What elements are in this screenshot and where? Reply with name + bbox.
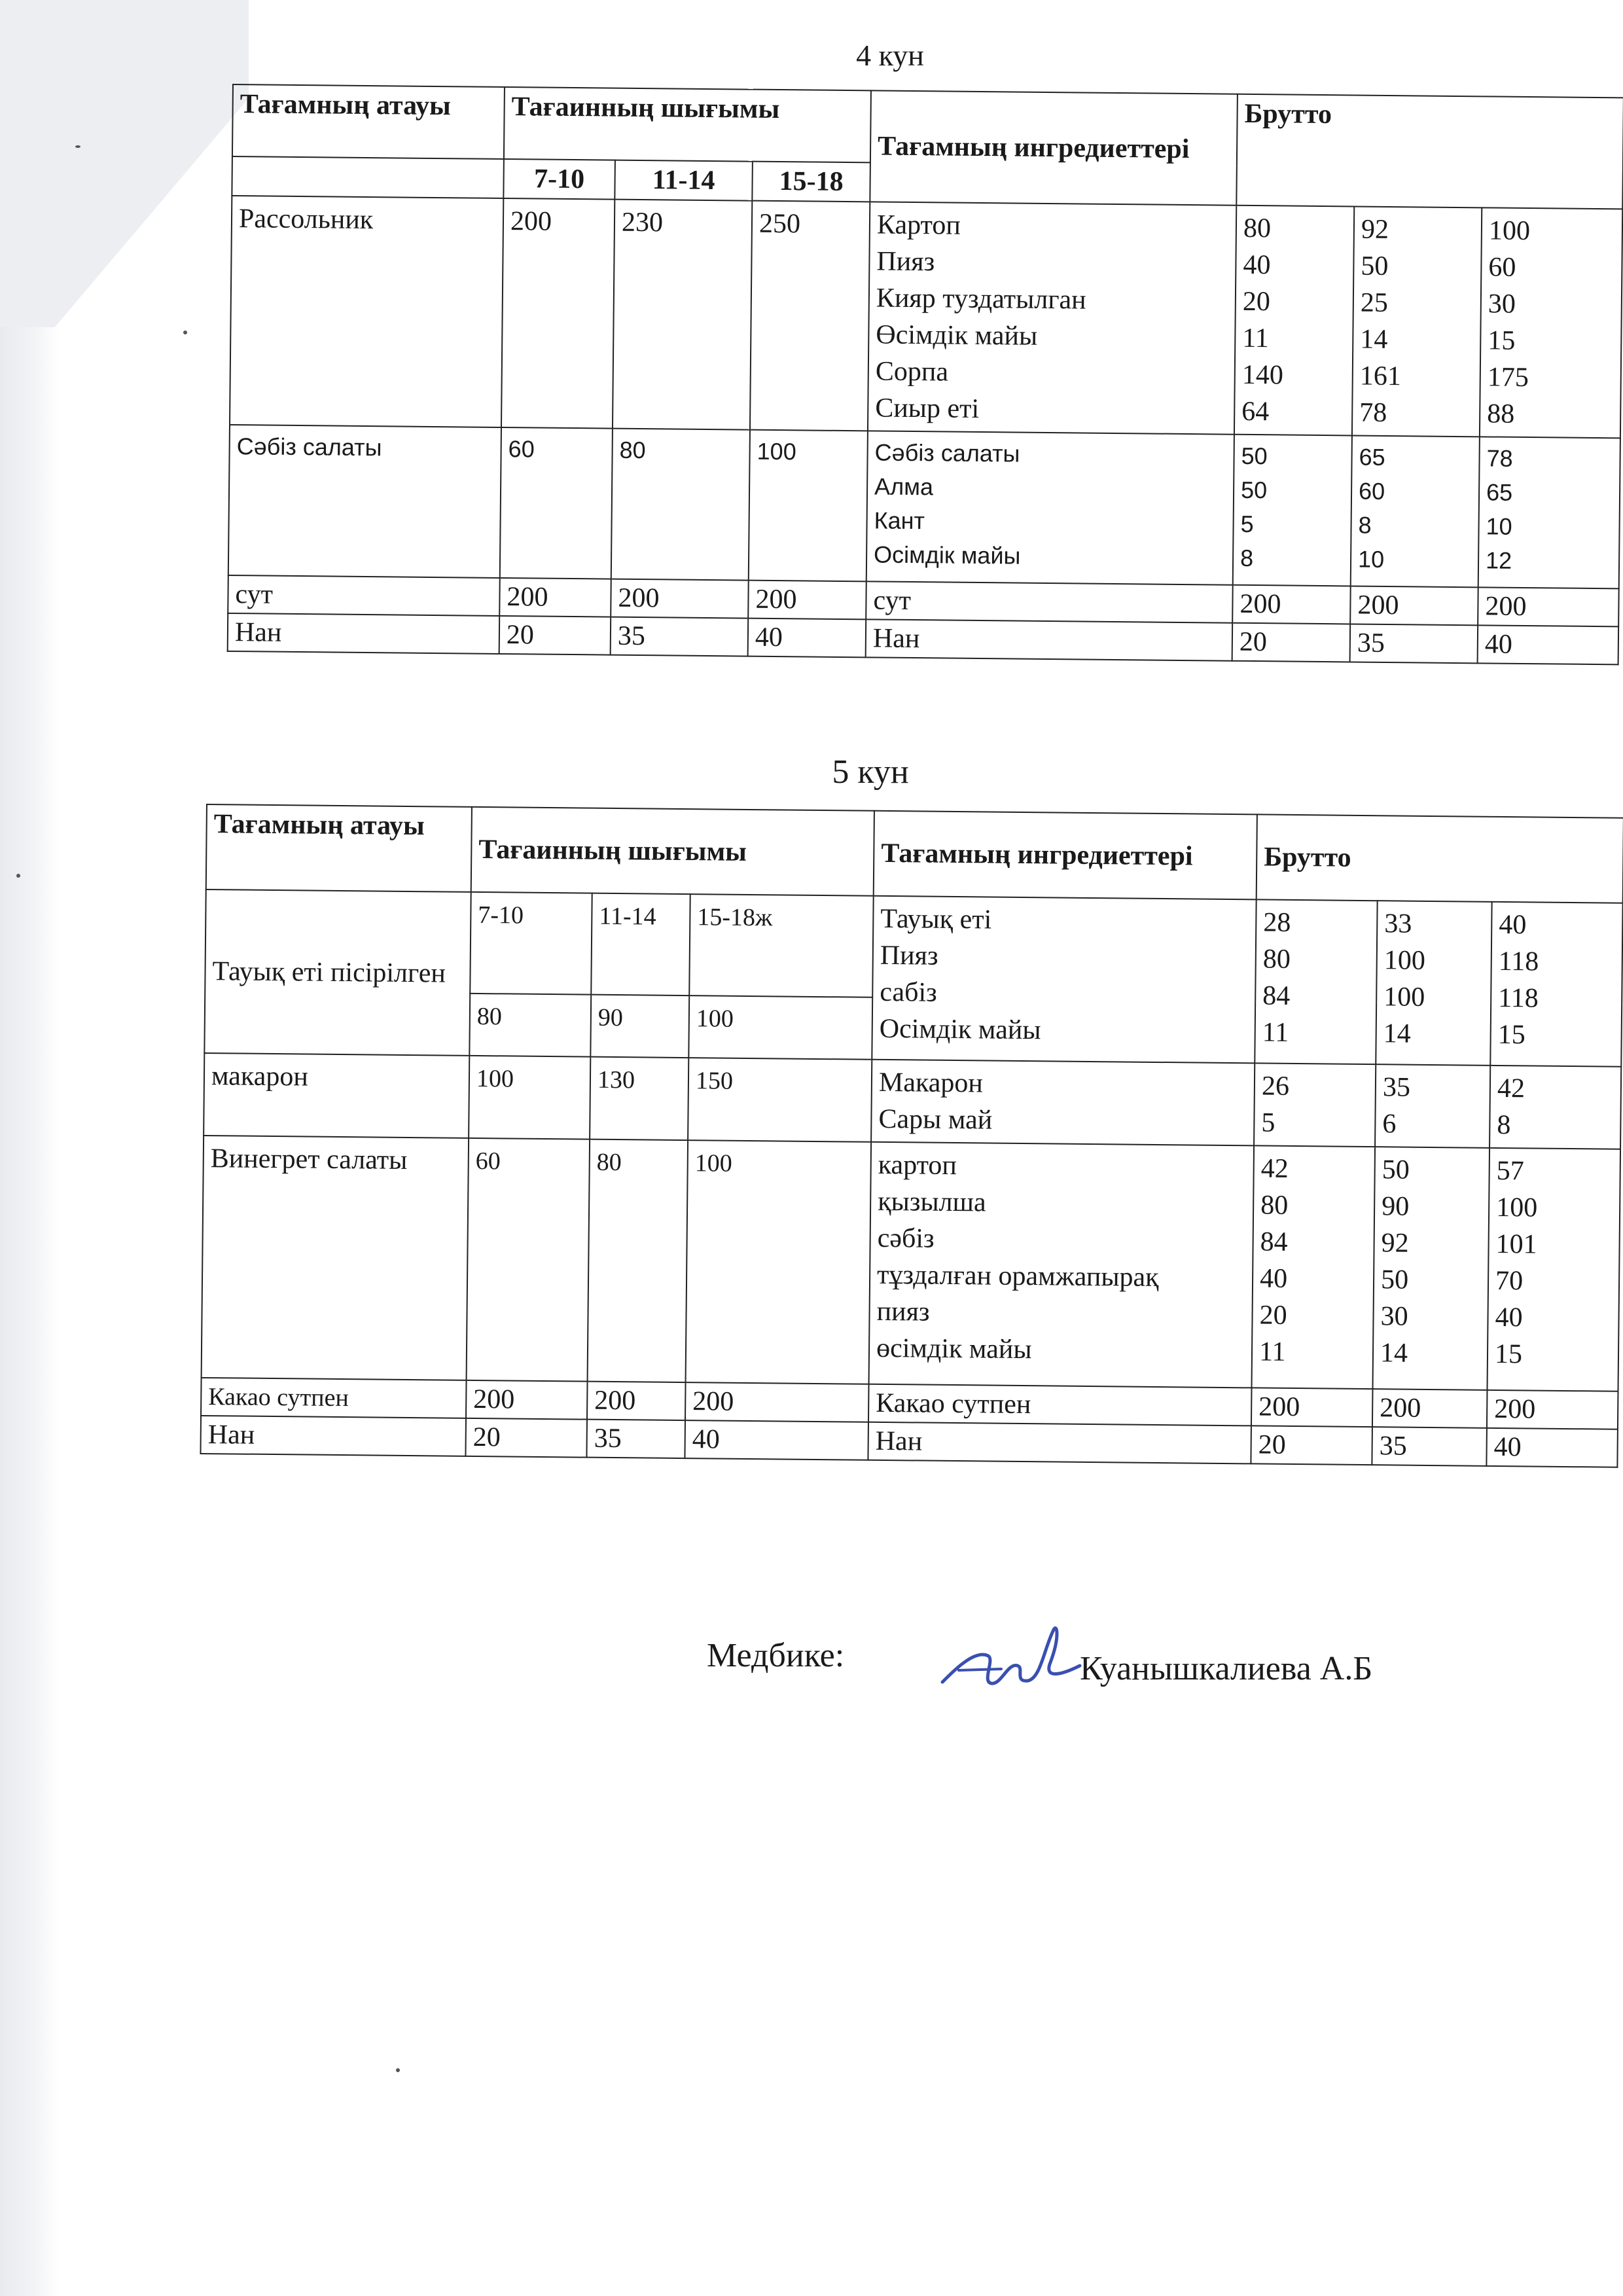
ingredient: Какао сутпен — [868, 1384, 1252, 1426]
brutto-value: 50 — [1361, 251, 1389, 281]
dish-name: макарон — [204, 1053, 469, 1138]
table-row — [205, 889, 1622, 1005]
brutto-value: 100 — [1495, 1192, 1538, 1223]
signature-block — [707, 1610, 1427, 1721]
dish-name: Рассольник — [230, 196, 503, 427]
table-row — [230, 196, 1622, 438]
brutto-value: 65 — [1486, 478, 1513, 506]
brutto-value: 5 — [1261, 1107, 1275, 1138]
brutto-value: 78 — [1359, 397, 1387, 428]
output-value: 200 — [501, 198, 615, 429]
brutto-value: 8 — [1497, 1109, 1511, 1141]
output-value: 100 — [688, 996, 872, 1060]
brutto-value: 15 — [1494, 1338, 1523, 1370]
brutto-value: 14 — [1360, 324, 1388, 355]
brutto-15-18 — [1488, 1148, 1621, 1391]
brutto-value: 35 — [1372, 1427, 1487, 1466]
ingredient: Сәбіз салаты — [874, 439, 1020, 467]
brutto-value: 6 — [1382, 1109, 1397, 1139]
brutto-11-14 — [1373, 1147, 1490, 1390]
brutto-value: 50 — [1380, 1265, 1409, 1295]
brutto-value: 8 — [1358, 511, 1372, 539]
nurse-label: Медбике: — [707, 1637, 845, 1674]
brutto-value: 92 — [1381, 1228, 1409, 1259]
output-value: 250 — [750, 201, 870, 431]
ingredient: Пияз — [880, 940, 938, 971]
table-row — [202, 1136, 1621, 1391]
brutto-value: 78 — [1486, 444, 1513, 472]
day4-header-row — [232, 84, 1623, 170]
brutto-value: 100 — [1383, 945, 1426, 976]
header-output: Тағаинның шығымы — [471, 807, 874, 896]
output-value: 200 — [685, 1382, 869, 1422]
output-value: 200 — [611, 579, 749, 619]
brutto-value: 118 — [1498, 946, 1539, 977]
brutto-value: 50 — [1240, 476, 1268, 504]
brutto-value: 90 — [1381, 1191, 1410, 1222]
brutto-value: 40 — [1495, 1302, 1523, 1333]
age-header: 15-18ж — [689, 894, 874, 997]
ingredient: Сары май — [878, 1103, 993, 1136]
ingredient-list — [868, 202, 1236, 434]
brutto-value: 14 — [1383, 1018, 1411, 1049]
age-header: 7-10 — [503, 159, 615, 200]
scan-speck — [183, 331, 187, 334]
brutto-value: 175 — [1487, 362, 1529, 393]
brutto-value: 11 — [1262, 1017, 1289, 1048]
output-value: 35 — [611, 617, 749, 656]
output-value: 230 — [613, 200, 752, 430]
output-value: 60 — [500, 427, 613, 579]
brutto-15-18 — [1480, 207, 1622, 438]
ingredient: Тауық еті — [880, 903, 992, 935]
brutto-value: 42 — [1260, 1153, 1289, 1184]
brutto-value: 40 — [1499, 909, 1527, 941]
brutto-7-10 — [1254, 1063, 1376, 1147]
brutto-value: 42 — [1497, 1073, 1525, 1104]
day5-table — [200, 804, 1623, 1468]
day5-title: 5 кун — [832, 753, 909, 791]
scan-speck — [16, 874, 20, 878]
brutto-value: 100 — [1383, 982, 1425, 1013]
header-name: Тағамның атауы — [206, 804, 472, 892]
dish-name: Нан — [228, 613, 500, 654]
brutto-value: 60 — [1358, 477, 1385, 505]
scan-speck — [396, 2068, 400, 2072]
ingredient-list — [871, 1060, 1255, 1146]
brutto-11-14 — [1376, 901, 1491, 1066]
ingredient-list — [866, 431, 1234, 584]
output-value: 200 — [587, 1382, 686, 1420]
brutto-value: 35 — [1350, 624, 1478, 663]
dish-name: Сәбіз салаты — [228, 425, 501, 578]
header-ingredients: Тағамның ингредиеттері — [870, 90, 1238, 205]
output-value: 90 — [590, 995, 689, 1058]
brutto-value: 14 — [1380, 1338, 1408, 1369]
brutto-value: 11 — [1242, 323, 1270, 354]
output-value: 100 — [469, 1056, 590, 1139]
ingredient: сут — [866, 581, 1233, 622]
header-output: Тағаинның шығымы — [504, 87, 871, 162]
brutto-value: 5 — [1240, 510, 1254, 538]
brutto-value: 84 — [1260, 1227, 1288, 1257]
ingredient-list — [869, 1142, 1255, 1388]
ingredient: Нан — [866, 619, 1233, 660]
age-spacer — [232, 156, 504, 198]
brutto-value: 26 — [1261, 1071, 1290, 1102]
brutto-value: 20 — [1242, 286, 1271, 317]
brutto-value: 200 — [1350, 586, 1478, 625]
brutto-value: 25 — [1360, 287, 1389, 318]
header-name: Тағамның атауы — [232, 84, 505, 159]
brutto-15-18 — [1489, 1066, 1621, 1149]
brutto-value: 118 — [1498, 982, 1539, 1014]
output-value: 35 — [586, 1420, 685, 1458]
brutto-value: 30 — [1380, 1301, 1408, 1332]
brutto-value: 50 — [1382, 1155, 1410, 1185]
ingredient: Осімдік майы — [873, 541, 1021, 569]
output-value: 200 — [748, 581, 866, 620]
output-value: 100 — [749, 430, 868, 582]
output-value: 80 — [469, 994, 591, 1057]
output-value: 60 — [467, 1138, 590, 1382]
brutto-value: 20 — [1251, 1426, 1372, 1465]
scan-speck — [75, 145, 80, 148]
brutto-value: 70 — [1495, 1265, 1524, 1297]
day4-title: 4 кун — [856, 39, 924, 72]
brutto-value: 11 — [1258, 1336, 1286, 1367]
output-value: 150 — [688, 1058, 872, 1142]
dish-name: Винегрет салаты — [202, 1136, 469, 1380]
brutto-15-18 — [1490, 902, 1622, 1067]
output-value: 20 — [465, 1418, 587, 1458]
brutto-value: 33 — [1384, 908, 1412, 939]
brutto-value: 40 — [1478, 625, 1619, 664]
brutto-value: 100 — [1488, 215, 1531, 247]
ingredient: қызылша — [878, 1186, 986, 1218]
ingredient: тұздалған орамжапырақ — [876, 1259, 1159, 1293]
ingredient: Нан — [868, 1422, 1251, 1464]
brutto-value: 80 — [1243, 213, 1272, 244]
age-header: 15-18 — [752, 162, 870, 202]
ingredient: Өсімдік майы — [876, 319, 1038, 351]
day5-header-row — [206, 804, 1623, 903]
brutto-11-14 — [1375, 1064, 1490, 1148]
ingredient: Пияз — [876, 246, 935, 278]
output-value: 80 — [611, 429, 750, 581]
dish-name: сут — [228, 575, 500, 616]
dish-name: Какао сутпен — [201, 1378, 467, 1418]
brutto-value: 65 — [1359, 443, 1385, 471]
brutto-value: 200 — [1478, 587, 1619, 626]
brutto-7-10 — [1255, 899, 1377, 1064]
brutto-value: 40 — [1259, 1263, 1288, 1294]
brutto-value: 35 — [1382, 1072, 1411, 1103]
output-value: 100 — [686, 1140, 872, 1384]
ingredient: Осімдік майы — [879, 1013, 1041, 1046]
brutto-value: 140 — [1241, 359, 1284, 391]
brutto-value: 40 — [1243, 249, 1271, 281]
brutto-value: 30 — [1488, 289, 1516, 319]
brutto-value: 200 — [1232, 585, 1351, 624]
ingredient: Кияр туздатылган — [876, 283, 1086, 315]
table-row — [204, 1053, 1621, 1149]
brutto-11-14 — [1351, 435, 1480, 587]
signature-mark — [929, 1610, 1099, 1708]
brutto-value: 88 — [1487, 399, 1515, 429]
brutto-value: 40 — [1486, 1428, 1618, 1467]
ingredient: Сорпа — [875, 356, 949, 387]
brutto-value: 84 — [1262, 980, 1291, 1011]
brutto-value: 64 — [1241, 396, 1270, 427]
output-value: 40 — [685, 1420, 868, 1460]
ingredient: картоп — [878, 1149, 957, 1181]
brutto-value: 15 — [1497, 1019, 1525, 1050]
output-value: 200 — [499, 578, 611, 617]
scan-shadow — [0, 0, 59, 2296]
brutto-value: 60 — [1488, 252, 1516, 283]
ingredient-list — [872, 896, 1256, 1064]
output-value: 200 — [466, 1380, 588, 1420]
nurse-name: Куанышкалиева А.Б — [1080, 1650, 1373, 1687]
output-value: 20 — [499, 616, 611, 655]
ingredient: Сиыр еті — [875, 393, 980, 424]
header-brutto: Брутто — [1236, 94, 1623, 209]
header-brutto: Брутто — [1257, 814, 1623, 903]
brutto-value: 200 — [1251, 1388, 1373, 1427]
brutto-value: 200 — [1487, 1390, 1618, 1429]
age-header: 11-14 — [615, 160, 753, 201]
brutto-7-10 — [1252, 1145, 1376, 1389]
brutto-value: 80 — [1260, 1190, 1289, 1221]
ingredient: сәбіз — [877, 1223, 935, 1254]
brutto-value: 10 — [1357, 545, 1385, 573]
brutto-value: 80 — [1262, 944, 1291, 975]
brutto-value: 28 — [1263, 907, 1291, 938]
age-header: 11-14 — [591, 893, 690, 996]
ingredient: сабіз — [880, 977, 937, 1008]
table-row — [228, 425, 1620, 588]
ingredient: Кант — [874, 507, 925, 535]
folded-corner — [0, 0, 249, 327]
brutto-value: 200 — [1372, 1389, 1488, 1428]
header-ingredients: Тағамның ингредиеттері — [874, 811, 1257, 900]
brutto-11-14 — [1352, 206, 1482, 437]
brutto-value: 15 — [1488, 325, 1516, 356]
brutto-value: 101 — [1495, 1229, 1537, 1260]
ingredient: Макарон — [878, 1067, 984, 1099]
ingredient: Картоп — [876, 209, 961, 241]
brutto-value: 161 — [1359, 361, 1402, 392]
brutto-value: 10 — [1486, 512, 1512, 540]
brutto-7-10 — [1234, 206, 1354, 436]
dish-name: Тауық еті пісірілген — [204, 889, 471, 1056]
age-header: 7-10 — [470, 892, 592, 995]
brutto-15-18 — [1478, 437, 1620, 588]
output-value: 130 — [590, 1057, 688, 1140]
brutto-value: 12 — [1485, 547, 1512, 574]
ingredient: Алма — [874, 473, 934, 501]
brutto-value: 57 — [1496, 1155, 1524, 1187]
brutto-value: 20 — [1232, 623, 1351, 662]
brutto-value: 92 — [1361, 214, 1389, 245]
ingredient: өсімдік майы — [876, 1333, 1032, 1365]
brutto-value: 20 — [1259, 1300, 1287, 1331]
brutto-7-10 — [1233, 435, 1352, 586]
output-value: 40 — [748, 619, 866, 658]
day4-table — [227, 84, 1623, 665]
brutto-value: 50 — [1241, 442, 1268, 470]
dish-name: Нан — [200, 1416, 466, 1456]
ingredient: пияз — [876, 1296, 930, 1327]
output-value: 80 — [588, 1139, 688, 1382]
brutto-value: 8 — [1240, 544, 1254, 572]
